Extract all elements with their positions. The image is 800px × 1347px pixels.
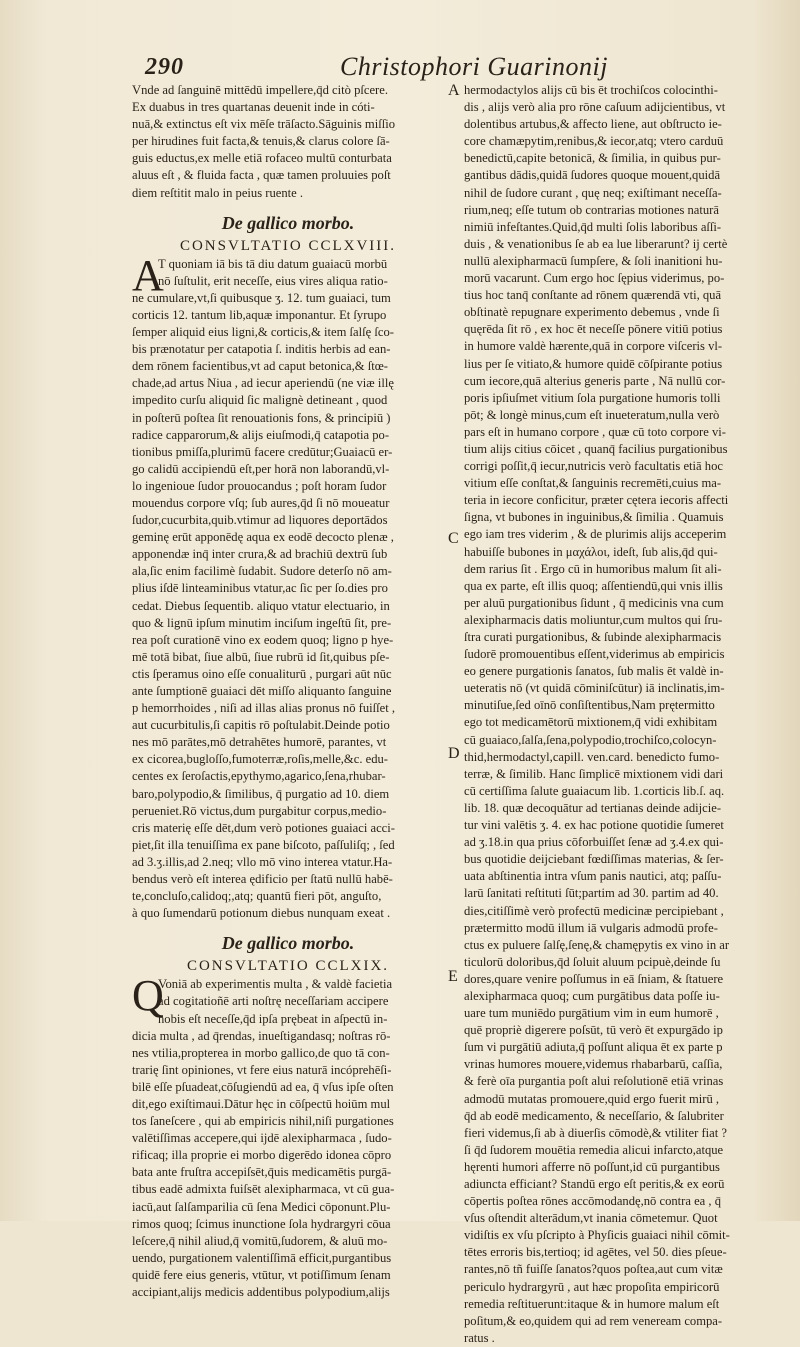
margin-letter-e: E bbox=[448, 968, 458, 985]
text-line: tibus eadē admixta fuiſsēt alexipharmaca, vt cū gua- bbox=[132, 1182, 395, 1197]
text-line: ueteratis nō (vt quidā cōminiſcūtur) iā inclinatis,im- bbox=[464, 681, 725, 696]
text-line: Vnde ad ſanguinē mittēdū impellere,q̄d citò pſcere. bbox=[132, 83, 388, 97]
text-line: bus quotidie deijciebant fœdiſſimas materias, & ſer- bbox=[464, 852, 724, 867]
text-line: iacū,aut ſalſamparilia cū ſena Medici cōponunt.Plu- bbox=[132, 1199, 391, 1214]
text-line: morū vacarunt. Cum ergo hoc ſępius viderimus, po- bbox=[464, 271, 725, 286]
text-line: quo & lignū ipſum minutim inciſum ingeſtū ſit, pre- bbox=[132, 615, 392, 630]
text-line: aut cucurbitulis,ſi capitis rō poſtulabit.Deinde potio bbox=[132, 718, 390, 733]
text-line: rificaq; illa proprie ei morbo digerēdo idonea cōpro bbox=[132, 1148, 392, 1163]
text-line: pars eſt in humano corpore , quæ cū toto corpore vi- bbox=[464, 424, 726, 439]
text-line: thid,hermodactyl,capill. ven.card. benedicto fumo- bbox=[464, 749, 720, 764]
text-line: rimos quoq; ſcimus inunctione ſola hydrargyri cōua bbox=[132, 1216, 391, 1231]
text-line: nes vtilia,propterea in morbo gallico,de quo tā con- bbox=[132, 1045, 390, 1060]
text-line: per aluū purgationibus ſidunt , q̄ medicinis vna cum bbox=[464, 595, 724, 610]
text-line: mē totā bibat, ſiue albū, ſiue rubrū id ſit,quibus pſe- bbox=[132, 649, 390, 664]
text-line: ante ſumptionē guaiaci dēt miſſo aliquanto ſanguine bbox=[132, 684, 392, 698]
text-line: habuiſſe bubones in μαχάλοι, ideſt, ſub alis,q̄d qui- bbox=[464, 544, 718, 559]
text-line: ratus . bbox=[464, 1330, 495, 1345]
text-line: ſigna, vt bubones in inguinibus,& ſimilia . Quamuis bbox=[464, 510, 724, 525]
text-line: aluus eſt , & fluida facta , quæ tamen proluuies poſt bbox=[132, 168, 391, 183]
text-line: à quo ſumendarū potionum diebus nunquam exeat . bbox=[132, 906, 391, 921]
text-line: remedia reſtituerunt:itaque & in humore malum eſt bbox=[464, 1296, 720, 1311]
text-line: cum iecore,quā alterius generis parte , Nā nullū cor- bbox=[464, 373, 726, 388]
text-line: diem reſtitit malo in peius ruente . bbox=[132, 185, 304, 200]
text-line: dem rōnem facientibus,vt ad caput betonica,& ſtœ- bbox=[132, 359, 388, 374]
text-line: hermodactylos alijs cū bis ēt trochiſcos colocinthi- bbox=[464, 83, 718, 97]
text-line: ad 3.ʒ.illis,ad 2.neq; vllo mō vino interea vtatur.Ha- bbox=[132, 854, 393, 869]
text-line: cōpertis poſtea rōnes accōmodandę,nō contra ea , q̄ bbox=[464, 1194, 722, 1209]
margin-letter-d: D bbox=[448, 745, 460, 762]
text-line: prætermitto modū illum iā vulgaris admodū profe- bbox=[464, 920, 718, 935]
text-line: radice capparorum,& alijs eiuſmodi,q̄ catapotia po- bbox=[132, 427, 390, 442]
text-line: ſudor,cucurbita,quib.vtimur ad liquores deportādos bbox=[132, 513, 388, 528]
text-line: vitium eſſe conſtat,& ſanguinis recremēti,cuius ma- bbox=[464, 476, 722, 491]
text-line: plius iſdē linteaminibus vtatur,ac ſic per ſo.dies pro bbox=[132, 581, 388, 596]
margin-letter-c: C bbox=[448, 530, 459, 547]
text-line: te,concluſo,calidoq;,atq; quantū fieri pōt, anguſto, bbox=[132, 889, 382, 904]
text-line: nuā,& extinctus eſt vix mēſe trāſacto.Sāguinis miſſio bbox=[132, 117, 396, 132]
text-line: ego tot medicamētorū mixtionem,q̄ vidi exhibitam bbox=[464, 715, 718, 730]
text-line: dit,ego exiſtimaui.Dātur hęc in cōſpectū hoiūm mul bbox=[132, 1096, 391, 1111]
text-line: p hemorrhoides , niſi ad illas alias pronus nō fuiſſet , bbox=[132, 701, 396, 716]
text-line: uata abſtinentia intra vſum panis nautici, atq; paſſu- bbox=[464, 869, 722, 884]
text-line: impedito curſu aliquid ſic malignè detineant , quod bbox=[132, 393, 388, 408]
text-line: rium,neq; eſſe tutum ob contrarias motiones naturā bbox=[464, 202, 719, 217]
text-line: obſtinatè repugnare experimento debemus , vnde ſi bbox=[464, 305, 720, 320]
text-line: ad ʒ.18.in qua prius cōforbuiſſet ſenæ ad ʒ.4.ex qui- bbox=[464, 835, 724, 850]
text-line: nullū alexipharmacū ſumpſere, & ſoli inanitioni hu- bbox=[464, 253, 723, 268]
text-line: ſi q̄d ſudorem mouētia remedia alicui infarcto,atque bbox=[464, 1142, 724, 1157]
text-line: baro,polypodio,& ſimilibus, q̄ purgatio ad 10. diem bbox=[132, 786, 390, 801]
text-line: ctis ſperamus oino eſſe conualiturū , purgari aūt nūc bbox=[132, 666, 392, 681]
text-line: centes ex ſeroſactis,epythymo,agarico,ſena,rhubar- bbox=[132, 769, 386, 784]
text-line: piet,ſit illa tenuiſſima ex pane biſcoto, paſſuliſq; , ſed bbox=[132, 837, 395, 852]
text-line: ſudorē promouentibus eſſent,viderimus ab empiricis bbox=[464, 647, 725, 662]
text-line: minutiſue,ſed oīnō conſiſtentibus,Nam prętermitto bbox=[464, 698, 715, 713]
text-line: alexipharmaca quoq; cum purgātibus data poſſe iu- bbox=[464, 988, 720, 1003]
text-line: ſemper aliquid eius ligni,& corticis,& item ſalſę ſco- bbox=[132, 325, 394, 340]
text-line: nihil de ſudore curant , quę neq; exiſtimant neceſſa- bbox=[464, 185, 722, 200]
text-line: T quoniam iā bis tā diu datum guaiacū morbū bbox=[158, 256, 388, 271]
text-line: ad cogitatioñē arti noſtrę neceſſariam accipere bbox=[158, 994, 389, 1009]
text-line: tos ſaneſcere , qui ab empiricis nihil,niſi purgationes bbox=[132, 1114, 394, 1129]
text-line: Voniā ab experimentis multa , & valdè facietia bbox=[158, 977, 393, 992]
drop-cap: A bbox=[132, 250, 164, 300]
text-line: leſcere,q̄ nihil aliud,q̄ vomitū,ſudorem, & aluū mo- bbox=[132, 1233, 388, 1248]
text-line: cedat. Diebus ſequentib. aliquo vtatur electuario, in bbox=[132, 598, 390, 613]
section-heading: De gallico morbo. bbox=[221, 212, 355, 233]
consultation-body bbox=[132, 250, 444, 923]
text-line: lius per ſe vitiato,& humore quidē cōſpirante potius bbox=[464, 356, 723, 371]
text-line: nimiū infeſtantes.Quid,q̄d multi ſolis laboribus aſſi- bbox=[464, 219, 722, 234]
text-line: vſus oſtendit alterādum,vt inania cōmetemur. Quot bbox=[464, 1211, 718, 1226]
text-line: poris ipſiuſmet vitium ſola purgatione humoris tolli bbox=[464, 390, 721, 405]
text-line: rea poſt curationē vino ex eodem quoq; ligno p hye- bbox=[132, 632, 394, 647]
text-line: qua ex parte, eſt illis quoq; aſſentiendū,qui vnis illis bbox=[464, 578, 723, 593]
text-line: poſitum,& eo,quidem qui ad rem veneream compa- bbox=[464, 1313, 723, 1328]
text-line: quidē fere eius generis, vtūtur, vt potiſſimum ſenam bbox=[132, 1267, 391, 1282]
text-line: uare tum muniēdo purgātium vim in eum humorē , bbox=[464, 1006, 719, 1021]
text-line: cū certiſſima ſalute guaiacum lib. 1.corticis lib.ſ. aq. bbox=[464, 783, 725, 798]
text-line: bis prænotatur per catapotia ſ. inditis herbis ad ean- bbox=[132, 342, 391, 357]
left-column bbox=[132, 82, 444, 1301]
text-line: teria in iecore conficitur, præter cętera iecoris affecti bbox=[464, 493, 729, 508]
text-line: duis , & venationibus ſe ab ea lue liberarunt? ij certè bbox=[464, 236, 728, 251]
text-line: bata ante fruſtra accepiſsēt,q̄uis medicamētis purgā- bbox=[132, 1165, 392, 1180]
right-column-text bbox=[464, 82, 782, 1347]
consultation-title: CONSVLTATIO CCLXIX. bbox=[186, 958, 390, 975]
text-line: periculo hydrargyrū , aut hæc propoſita empiricorū bbox=[464, 1279, 720, 1294]
text-line: guis eductus,ex melle etiā rofaceo multū conturbata bbox=[132, 151, 392, 166]
text-line: rantes,nō tñ fuiſſe ſanatos?quos poſtea,aut cum vitæ bbox=[464, 1262, 723, 1277]
text-line: hęrenti humori afferre nō poſſunt,id cū purgantibus bbox=[464, 1159, 720, 1174]
text-line: lo ingenioue ſudor prouocandus ; poſt horam ſudor bbox=[132, 478, 387, 493]
text-line: corticis 12. tantum lib,aquæ imponantur. Et ſyrupo bbox=[132, 307, 387, 322]
text-line: ticulorū doloribus,q̄d ſoluit aluum pcipuè,deinde ſu bbox=[464, 954, 721, 969]
left-top-text bbox=[132, 82, 444, 202]
text-line: ſtra curati purgationibus, & ſubinde alexipharmacis bbox=[464, 630, 722, 644]
drop-cap: Q bbox=[132, 971, 164, 1021]
text-line: geminę erūt apponēdę aqua ex eodē decocto plenæ , bbox=[132, 530, 394, 545]
text-line: pōt; & longè minus,cum eſt inueteratum,nulla verò bbox=[464, 407, 720, 422]
text-line: vrinas humores mouere,videmus rhabarbarū, caſſia, bbox=[464, 1057, 723, 1072]
section-heading: De gallico morbo. bbox=[221, 933, 355, 954]
text-line: ala,ſic enim facilimè ſudabit. Sudore deterſo nō am- bbox=[132, 564, 392, 579]
text-line: tium alijs citius cōicet , quanq̄ facilius purgationibus bbox=[464, 441, 728, 456]
consultation-title: CONSVLTATIO CCLXVIII. bbox=[179, 237, 397, 254]
text-line: admodū mutatas promouere,quid ergo fuerit mirū , bbox=[464, 1091, 720, 1106]
text-line: dolentibus artubus,& affecto liene, aut obſtructo ie- bbox=[464, 117, 722, 132]
text-line: bendus verò eſt interea ędificio per ſtatū nullū habē- bbox=[132, 872, 393, 887]
text-line: apponendæ inq̄ inter crura,& ad brachiū dextrū ſub bbox=[132, 547, 388, 562]
text-line: valētiſſimas accepere,qui iјdē alexipharmaca , ſudo- bbox=[132, 1131, 392, 1146]
text-line: gantibus dādis,quidā ſudores quoque mouent,quidā bbox=[464, 168, 721, 183]
text-line: tur vini valētis ʒ. 4. ex hac potione quotidie ſumeret bbox=[464, 818, 724, 833]
text-line: trarię ſint opiniones, vt fere eius naturā incóprehēſi- bbox=[132, 1062, 392, 1077]
page-number: 290 bbox=[145, 54, 184, 80]
text-line: quęrēda ſit rō , ex hoc ēt neceſſe pōnere vitiū potius bbox=[464, 322, 723, 337]
text-line: cris materię eſſe dēt,dum verò potiones guaiaci acci- bbox=[132, 820, 395, 835]
text-line: ego iam tres viderim , & de plurimis alijs acceperim bbox=[464, 527, 727, 542]
text-line: tionibus pmiſſa,plurimū facere credūtur;Guaiacū er- bbox=[132, 444, 393, 459]
text-line: alexipharmacis datis moliuntur,cum multos qui ſru- bbox=[464, 612, 723, 627]
text-line: dies,citiſſimè verò profectū medicinæ percipiebant , bbox=[464, 903, 724, 918]
running-head: Christophori Guarinonij bbox=[340, 52, 608, 81]
text-line: bilē eſſe pſuadeat,cōſugiendū ad ea, q̄ vſus ipſe oſten bbox=[132, 1079, 394, 1094]
text-line: accipiant,alijs medicis addentibus polypodium,alijs bbox=[132, 1285, 390, 1299]
text-line: nes mō parātes,mō detrahētes humorē, parantes, vt bbox=[132, 735, 387, 750]
text-line: dis , alijs verò alia pro rōne caſuum adijcientibus, vt bbox=[464, 100, 726, 115]
text-line: in humore valdè hærente,quā in corpore viſceris vl- bbox=[464, 339, 723, 354]
right-column bbox=[464, 82, 782, 1347]
text-line: cū guaiaco,ſalſa,ſena,polypodio,trochiſco,colocyn- bbox=[464, 732, 717, 747]
text-line: terræ, & ſimilib. Hanc ſimplicē mixtionem vidi dari bbox=[464, 766, 724, 781]
text-line: eo genere purgationis ſanatos, ſub malis ēt valdè in- bbox=[464, 664, 724, 679]
text-line: mouendus corpore vſq; ſub aures,q̄d ſi nō moueatur bbox=[132, 495, 390, 510]
consultation-body bbox=[132, 971, 444, 1301]
text-line: go calidū accipiendū eſt,per horā non laborandū,vl- bbox=[132, 461, 390, 476]
text-line: tētes erroris bis,tertioq; id agētes, vel 50. dies pſeue- bbox=[464, 1245, 727, 1260]
text-line: ex cicorea,bugloſſo,fumoterræ,roſis,melle,&c. edu- bbox=[132, 752, 388, 767]
text-line: benedictū,capite betonicā, & ſimilia, in quibus pur- bbox=[464, 151, 721, 166]
text-line: adiuncta efficiant? Standū ergo eſt peritis,& ex eorū bbox=[464, 1177, 725, 1191]
margin-letter-a: A bbox=[448, 82, 460, 99]
text-line: in poſterū poſtea ſit renouationis fons, & principiū ) bbox=[132, 410, 391, 425]
text-line: perueniet.Rō victus,dum purgabitur corpus,medio- bbox=[132, 803, 387, 818]
text-line: lib. 18. quæ decoquātur ad tertianas deinde adijcie- bbox=[464, 800, 722, 815]
text-line: chade,ad artus Niua , ad iecur aperiendū (ne viæ illę bbox=[132, 376, 394, 391]
text-line: larū ſanitati reſtituti ſūt;partim ad 30. partim ad 40. bbox=[464, 886, 719, 901]
text-line: fieri videmus,ſi ab à diuerſis cōmodè,& vtiliter fiat ? bbox=[464, 1125, 727, 1140]
text-line: vidiſtis ex vſu pſcripto à Phyſicis guaiaci nihil cōmit- bbox=[464, 1228, 730, 1243]
text-line: corrigi poſſit,q̄ iecur,nutricis verò facultatis etiā hoc bbox=[464, 459, 723, 474]
text-line: uendo, purgationem valentiſſimā efficit,purgantibus bbox=[132, 1250, 392, 1265]
text-line: q̄d ab eodē medicamento, & neceſſario, & ſalubriter bbox=[464, 1108, 724, 1123]
text-line: dem rarius ſit . Ergo cū in humoribus malum ſit ali- bbox=[464, 561, 722, 576]
text-line: per hirudines fuit facta,& tenuis,& clarus colore ſā- bbox=[132, 134, 390, 149]
text-line: nobis eſt neceſſe,q̄d ipſa prębeat in aſpectū in- bbox=[158, 1011, 388, 1026]
text-line: Ex duabus in tres quartanas deuenit inde in cóti- bbox=[132, 100, 375, 115]
text-line: tius hoc tanq̄ conſtante ad rōnem quærendā vti, quā bbox=[464, 288, 722, 303]
text-line: & ferè oīa purgantia poſt alui reſolutionē etiā vrinas bbox=[464, 1074, 724, 1089]
text-line: ctus ex puluere ſalſę,ſenę,& chamępytis ex vino in ar bbox=[464, 937, 730, 952]
text-line: ne cumulare,vt,ſi quibusque ʒ. 12. tum guaiaci, tum bbox=[132, 290, 391, 305]
text-line: dores,quare venire poſſumus in eā ſniam, & ſtatuere bbox=[464, 971, 724, 986]
text-line: quē propriè digerere poſsūt, tū verò ēt expurgādo ip bbox=[464, 1023, 723, 1038]
text-line: dicia multa , ad q̄rendas, inueſtigandasq; noſtras rō- bbox=[132, 1028, 391, 1043]
text-line: core chamæpytim,renibus,& iecor,atq; vtero carduū bbox=[464, 134, 724, 149]
text-line: ſum vi purgātiū adiuta,q̄ poſſunt aliqua ēt ex parte p bbox=[464, 1040, 723, 1055]
text-line: nō ſuſtulit, erit neceſſe, eius vires aliqua ratio- bbox=[158, 273, 388, 288]
page-header bbox=[145, 52, 665, 82]
